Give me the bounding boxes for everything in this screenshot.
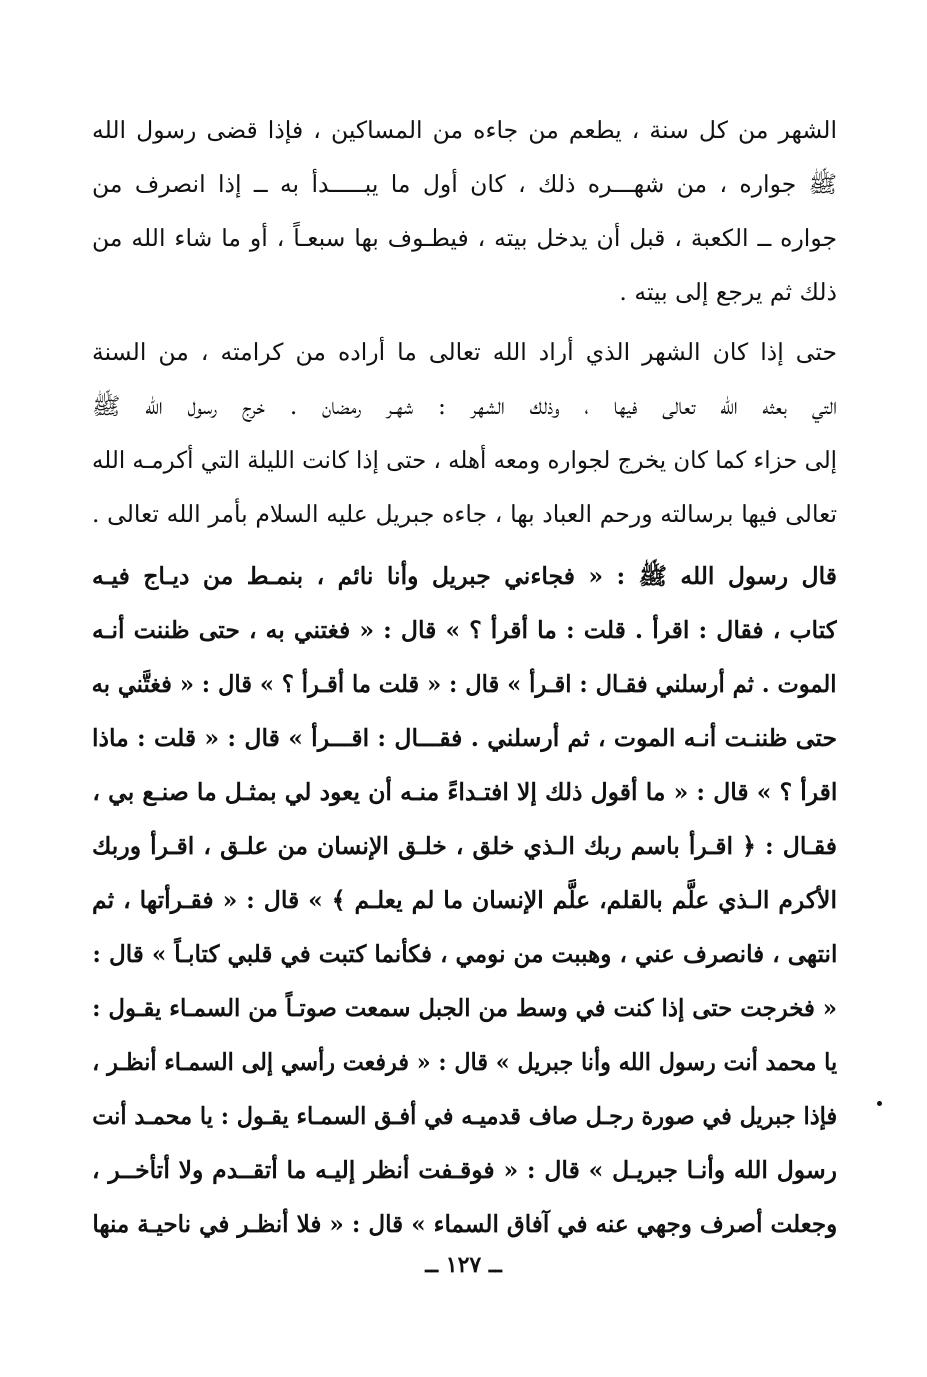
text-line: جواره ــ الكعبة ، قبل أن يدخل بيته ، فيطـوف بها سبعـاً ، أو ما شاء الله من: [92, 224, 837, 252]
text-line: الشهر من كل سنة ، يطعم من جاءه من المساكين ، فإذا قضى رسول الله: [92, 116, 837, 144]
paragraph-2: [92, 325, 837, 541]
text-line: حتى ظننـت أنـه الموت ، ثم أرسلني . فقـــال : اقـــرأ » قال : « قلت : ماذا: [92, 724, 837, 752]
text-line: كتاب ، فقال : اقرأ . قلت : ما أقرأ ؟ » قال : « فغتني به ، حتى ظننت أنـه: [92, 616, 837, 644]
text-line: التي بعثه الله تعالى فيها ، وذلك الشهر : شهـر رمضان . خرج رسول الله ﷺ: [92, 392, 837, 420]
text-line: « فخرجت حتى إذا كنت في وسط من الجبل سمعت صوتـاً من السمـاء يقـول :: [92, 994, 837, 1022]
paragraph-1: [92, 103, 837, 319]
page-number: ــ ١٢٧ ــ: [425, 1252, 502, 1278]
text-line: فقـال : ﴿ اقـرأ باسم ربك الـذي خلق ، خلـق الإنسان من علـق ، اقـرأ وربك: [92, 832, 837, 860]
text-line: تعالى فيها برسالته ورحم العباد بها ، جاءه جبريل عليه السلام بأمر الله تعالى .: [92, 500, 837, 528]
text-line: رسول الله وأنـا جبريـل » قال : « فوقـفت أنظر إليـه ما أتقــدم ولا أتأخــر ،: [92, 1156, 837, 1184]
text-line: ﷺ جواره ، من شهـــره ذلك ، كان أول ما يبـــــدأ به ــ إذا انصرف من: [92, 170, 837, 198]
text-line: حتى إذا كان الشهر الذي أراد الله تعالى ما أراده من كرامته ، من السنة: [92, 338, 837, 366]
text-line: ذلك ثم يرجع إلى بيته .: [619, 278, 837, 306]
text-line: فإذا جبريل في صورة رجـل صاف قدميـه في أفـق السمـاء يقـول : يا محمـد أنت: [92, 1102, 837, 1130]
text-line: يا محمد أنت رسول الله وأنا جبريل » قال : « فرفعت رأسي إلى السمـاء أنظـر ،: [92, 1048, 837, 1076]
text-line: وجعلت أصرف وجهي عنه في آفاق السماء » قال : « فلا أنظـر في ناحيـة منها: [92, 1210, 837, 1238]
text-line: انتهى ، فانصرف عني ، وهببت من نومي ، فكأنما كتبت في قلبي كتابـاً » قال :: [92, 940, 837, 968]
text-line: اقرأ ؟ » قال : « ما أقول ذلك إلا افتـداءً منـه أن يعود لي بمثـل ما صنـع بي ،: [92, 778, 837, 806]
text-line: الموت . ثم أرسلني فقـال : اقـرأ » قال : « قلت ما أقـرأ ؟ » قال : « فغتَّني به: [92, 670, 837, 698]
text-line: الأكرم الـذي علَّم بالقلم، علَّم الإنسان ما لم يعلـم ﴾ » قال : « فقـرأتها ، ثم: [92, 886, 837, 914]
text-line: قال رسول الله ﷺ : « فجاءني جبريل وأنا نائم ، بنمـط من ديـاج فيـه: [92, 562, 837, 590]
paragraph-3: [92, 549, 837, 1251]
text-line: إلى حزاء كما كان يخرج لجواره ومعه أهله ، حتى إذا كانت الليلة التي أكرمـه الله: [92, 446, 837, 474]
print-dot-mark: [877, 1101, 882, 1106]
